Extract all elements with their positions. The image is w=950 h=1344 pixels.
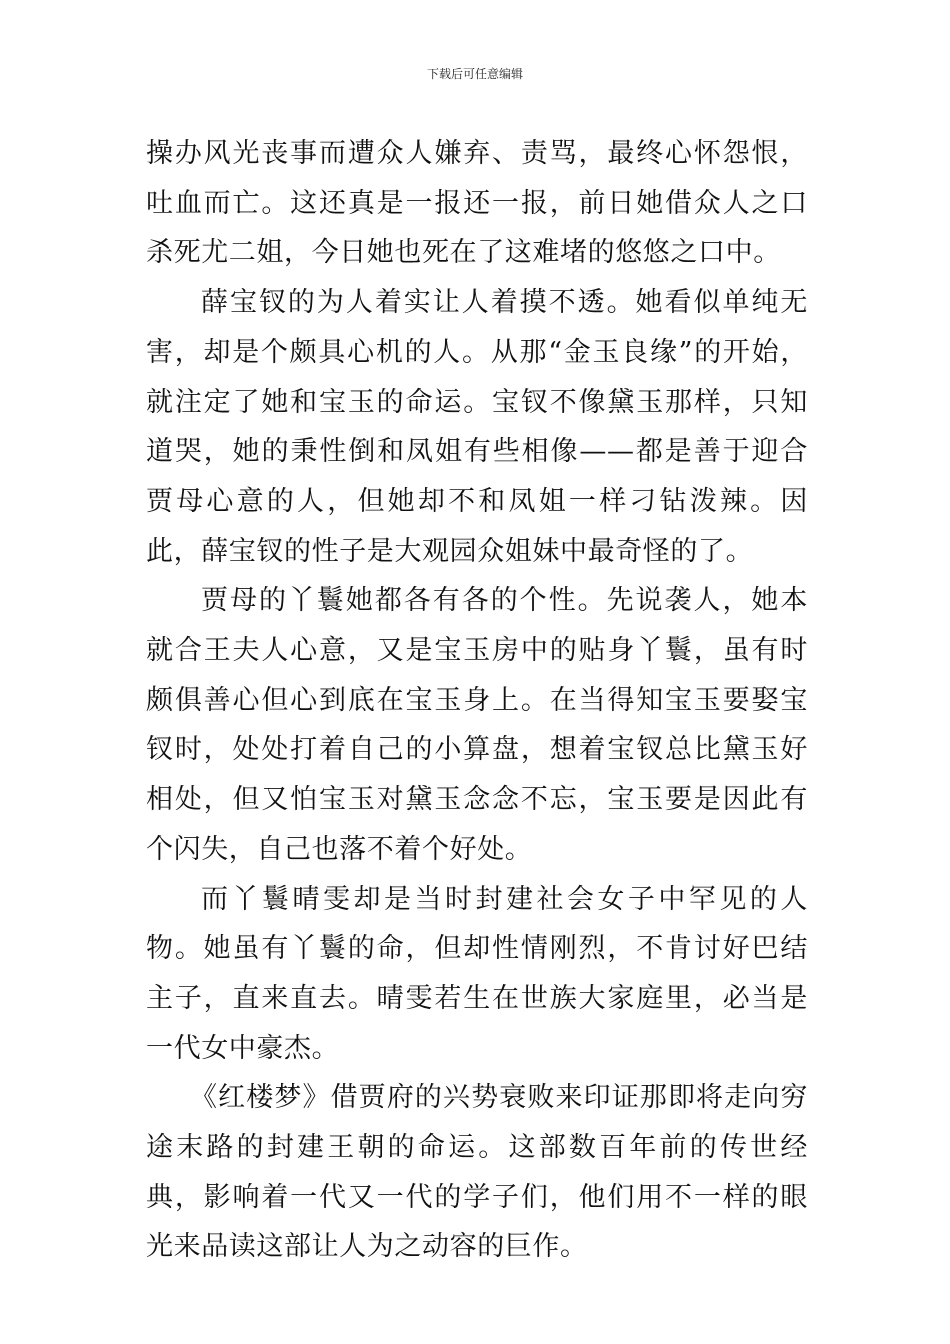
page-header: 下载后可任意编辑 xyxy=(426,67,523,81)
document-body xyxy=(146,129,808,1272)
paragraph-baochai: 薛宝钗的为人着实让人着摸不透。她看似单纯无害，却是个颇具心机的人。从那“金玉良缘”的开始，就注定了她和宝玉的命运。宝钗不像黛玉那样，只知道哭，她的秉性倒和凤姐有些相像——都是善于迎合贾母心意的人，但她却不和凤姐一样刁钻泼辣。因此，薛宝钗的性子是大观园众姐妹中最奇怪的了。 xyxy=(146,287,808,567)
paragraph-conclusion: 《红楼梦》借贾府的兴势衰败来印证那即将走向穷途末路的封建王朝的命运。这部数百年前的传世经典，影响着一代又一代的学子们，他们用不一样的眼光来品读这部让人为之动容的巨作。 xyxy=(146,1082,808,1263)
paragraph-qingwen: 而丫鬟晴雯却是当时封建社会女子中罕见的人物。她虽有丫鬟的命，但却性情刚烈，不肯讨好巴结主子，直来直去。晴雯若生在世族大家庭里，必当是一代女中豪杰。 xyxy=(146,883,808,1064)
paragraph-continuation: 操办风光丧事而遭众人嫌弃、责骂，最终心怀怨恨，吐血而亡。这还真是一报还一报，前日她借众人之口杀死尤二姐，今日她也死在了这难堵的悠悠之口中。 xyxy=(146,138,808,269)
paragraph-xiren: 贾母的丫鬟她都各有各的个性。先说袭人，她本就合王夫人心意，又是宝玉房中的贴身丫鬟，虽有时颇俱善心但心到底在宝玉身上。在当得知宝玉要娶宝钗时，处处打着自己的小算盘，想着宝钗总比黛玉好相处，但又怕宝玉对黛玉念念不忘，宝玉要是因此有个闪失，自己也落不着个好处。 xyxy=(146,585,808,865)
